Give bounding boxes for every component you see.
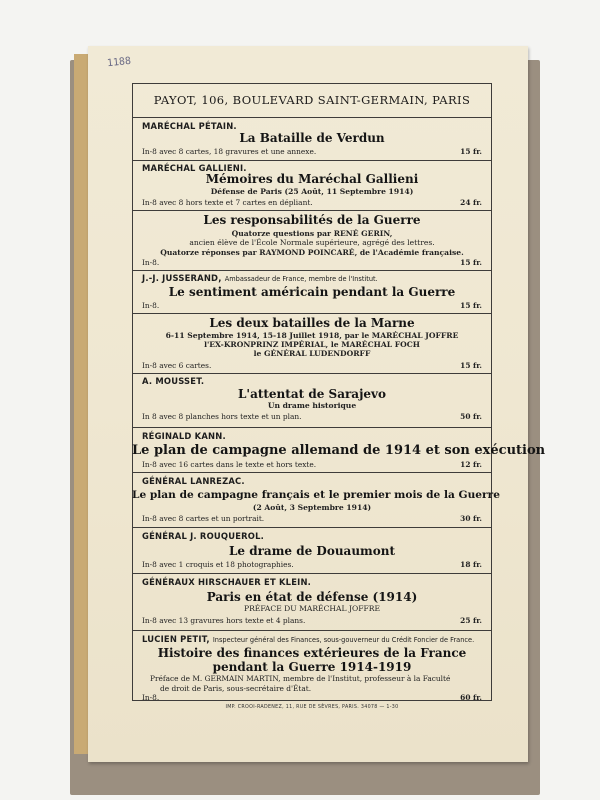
entry-author: GÉNÉRAL J. ROUQUEROL. xyxy=(142,531,265,541)
entry-title: Mémoires du Maréchal Gallieni xyxy=(205,172,419,186)
preface-line: de droit de Paris, sous-secrétaire d'État. xyxy=(160,683,312,693)
entry-format: In 8 avec 8 planches hors texte et un plan. xyxy=(142,412,302,421)
entry-author: RÉGINALD KANN. xyxy=(142,431,226,441)
entry-price: 50 fr. xyxy=(460,412,482,421)
entry-price: 12 fr. xyxy=(460,460,482,469)
entry-author: GÉNÉRAUX HIRSCHAUER ET KLEIN. xyxy=(142,577,312,587)
divider xyxy=(132,373,492,374)
entry-author: A. MOUSSET. xyxy=(142,376,205,386)
divider xyxy=(132,270,492,271)
entry-title: Les deux batailles de la Marne xyxy=(209,316,415,330)
entry-title: Les responsabilités de la Guerre xyxy=(203,213,421,227)
divider xyxy=(132,117,492,118)
entry-detail xyxy=(142,361,482,370)
entry-price: 60 fr. xyxy=(460,693,482,702)
entry-title: Paris en état de défense (1914) xyxy=(206,590,418,604)
preface-line: Préface de M. GERMAIN MARTIN, membre de l'Institut, professeur à la Faculté xyxy=(150,674,451,683)
entry-format: In-8 avec 1 croquis et 18 photographies. xyxy=(142,560,294,569)
entry-subtitle: le GÉNÉRAL LUDENDORFF xyxy=(253,349,371,358)
entry-subtitle: Quatorze réponses par RAYMOND POINCARÉ, de l'Académie française. xyxy=(160,248,464,257)
divider xyxy=(132,313,492,314)
entry-format: In-8 avec 6 cartes. xyxy=(142,361,212,370)
divider xyxy=(132,527,492,528)
entry-author xyxy=(142,273,378,283)
divider xyxy=(132,160,492,161)
entry-title: Le plan de campagne français et le premier mois de la Guerre xyxy=(132,489,500,501)
publisher-header: PAYOT, 106, BOULEVARD SAINT-GERMAIN, PARIS xyxy=(153,93,471,107)
entry-subtitle: 6-11 Septembre 1914, 15-18 Juillet 1918, par le MARÉCHAL JOFFRE xyxy=(165,331,459,340)
entry-title: Le plan de campagne allemand de 1914 et son exécution xyxy=(132,443,546,458)
printer-imprint: IMP. CROOI-RADENEZ, 11, RUE DE SÈVRES, PARIS. 34078 — 1-30 xyxy=(225,705,399,710)
entry-price: 18 fr. xyxy=(460,560,482,569)
divider xyxy=(132,427,492,428)
author-name: LUCIEN PETIT, xyxy=(142,634,210,644)
entry-title: Le sentiment américain pendant la Guerre xyxy=(168,285,456,299)
entry-preface xyxy=(150,674,480,693)
divider xyxy=(132,472,492,473)
entry-title: La Bataille de Verdun xyxy=(239,131,385,145)
entry-format: In-8. xyxy=(142,258,160,267)
entry-detail xyxy=(142,693,482,702)
entry-title: L'attentat de Sarajevo xyxy=(237,387,387,401)
entry-detail xyxy=(142,460,482,469)
entry-price: 25 fr. xyxy=(460,616,482,625)
entry-price: 30 fr. xyxy=(460,514,482,523)
entry-detail xyxy=(142,514,482,523)
entry-price: 15 fr. xyxy=(460,361,482,370)
entry-author xyxy=(142,634,474,644)
entry-subtitle: Quatorze questions par RENÉ GERIN, xyxy=(231,229,393,238)
entry-format: In-8 avec 8 cartes et un portrait. xyxy=(142,514,265,523)
entry-price: 24 fr. xyxy=(460,198,482,207)
entry-price: 15 fr. xyxy=(460,147,482,156)
entry-author: MARÉCHAL PÉTAIN. xyxy=(142,121,237,131)
divider xyxy=(132,573,492,574)
entry-detail xyxy=(142,412,482,421)
entry-subtitle: Un drame historique xyxy=(267,401,357,410)
entry-format: In-8 avec 8 hors texte et 7 cartes en dépliant. xyxy=(142,198,313,207)
entry-title-line2: pendant la Guerre 1914-1919 xyxy=(212,660,412,674)
entry-price: 15 fr. xyxy=(460,258,482,267)
entry-subtitle: l'EX-KRONPRINZ IMPÉRIAL, le MARÉCHAL FOCH xyxy=(204,340,420,349)
author-affiliation: Inspecteur général des Finances, sous-gouverneur du Crédit Foncier de France. xyxy=(212,636,475,644)
divider xyxy=(132,210,492,211)
entry-note: ancien élève de l'École Normale supérieure, agrégé des lettres. xyxy=(189,238,435,247)
entry-title: Histoire des finances extérieures de la France xyxy=(157,646,467,660)
entry-detail xyxy=(142,301,482,310)
entry-detail xyxy=(142,616,482,625)
entry-format: In-8 avec 13 gravures hors texte et 4 plans. xyxy=(142,616,306,625)
divider xyxy=(132,630,492,631)
entry-subtitle: Défense de Paris (25 Août, 11 Septembre 1914) xyxy=(210,187,414,196)
author-affiliation: Ambassadeur de France, membre de l'Institut. xyxy=(224,275,378,283)
author-name: J.-J. JUSSERAND, xyxy=(142,273,222,283)
entry-detail xyxy=(142,198,482,207)
entry-author: MARÉCHAL GALLIENI. xyxy=(142,163,247,173)
entry-format: In-8. xyxy=(142,693,160,702)
entry-subtitle: PRÉFACE DU MARÉCHAL JOFFRE xyxy=(243,604,381,613)
entry-detail xyxy=(142,560,482,569)
entry-subtitle: (2 Août, 3 Septembre 1914) xyxy=(252,503,372,512)
entry-author: GÉNÉRAL LANREZAC. xyxy=(142,476,245,486)
entry-format: In-8. xyxy=(142,301,160,310)
entry-format: In-8 avec 16 cartes dans le texte et hors texte. xyxy=(142,460,317,469)
entry-title: Le drame de Douaumont xyxy=(228,544,396,558)
entry-format: In-8 avec 8 cartes, 18 gravures et une annexe. xyxy=(142,147,317,156)
entry-detail xyxy=(142,147,482,156)
entry-detail xyxy=(142,258,482,267)
pencil-mark: 1188 xyxy=(106,55,132,70)
entry-price: 15 fr. xyxy=(460,301,482,310)
